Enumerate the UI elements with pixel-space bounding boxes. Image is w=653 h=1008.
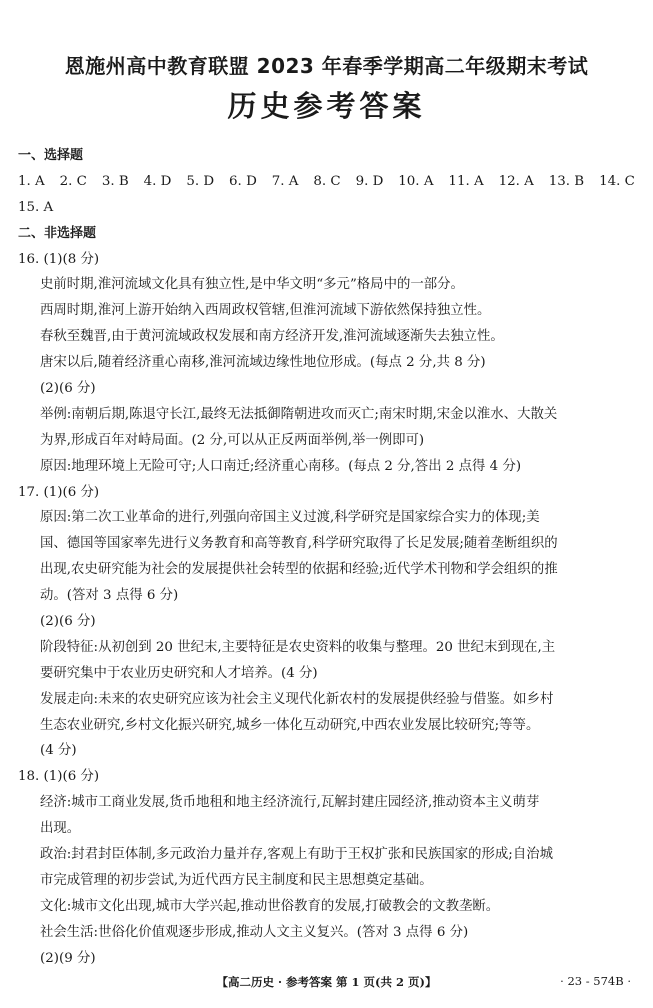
document-title: 历史参考答案 (227, 89, 426, 123)
answer-line: 要研究集中于农业历史研究和人才培养。(4 分) (40, 665, 318, 681)
question-16-part-2-label: (2)(6 分) (40, 381, 96, 397)
answer-line: 史前时期,淮河流域文化具有独立性,是中华文明“多元”格局中的一部分。 (40, 277, 464, 293)
choice-answer: 13. B (548, 173, 585, 189)
choice-answer: 12. A (498, 173, 534, 189)
section-heading-choice: 一、选择题 (18, 148, 84, 163)
choice-answer: 4. D (143, 173, 172, 189)
section-heading-essay: 二、非选择题 (18, 225, 97, 241)
answer-line: 西周时期,淮河上游开始纳入西周政权管辖,但淮河流域下游依然保持独立性。 (40, 303, 491, 319)
answer-line: 原因:地理环境上无险可守;人口南迁;经济重心南移。(每点 2 分,答出 2 点得 4 分) (40, 458, 522, 474)
answer-line: 为界,形成百年对峙局面。(2 分,可以从正反两面举例,举一例即可) (40, 432, 425, 448)
exam-title: 恩施州高中教育联盟 2023 年春季学期高二年级期末考试 (64, 54, 589, 78)
choice-answer: 8. C (313, 173, 341, 189)
choice-answers-row-1 (18, 169, 635, 195)
answer-line: 唐宋以后,随着经济重心南移,淮河流域边缘性地位形成。(每点 2 分,共 8 分) (40, 355, 486, 371)
question-16-part-1-label: 16. (1)(8 分) (18, 251, 100, 267)
answer-line: (4 分) (40, 743, 77, 759)
answer-line: 文化:城市文化出现,城市大学兴起,推动世俗教育的发展,打破教会的文教垄断。 (40, 898, 500, 914)
answer-content (18, 143, 635, 972)
answer-line: 举例:南朝后期,陈退守长江,最终无法抵御隋朝进攻而灭亡;南宋时期,宋金以淮水、大散关 (40, 406, 558, 422)
answer-line: 发展走向:未来的农史研究应该为社会主义现代化新农村的发展提供经验与借鉴。如乡村 (40, 691, 554, 707)
footer-page-info: 【高二历史 · 参考答案 第 1 页(共 2 页)】 (216, 975, 437, 989)
answer-line: 社会生活:世俗化价值观逐步形成,推动人文主义复兴。(答对 3 点得 6 分) (40, 924, 469, 940)
answer-line: 春秋至魏晋,由于黄河流域政权发展和南方经济开发,淮河流域逐渐失去独立性。 (40, 329, 504, 345)
answer-line: 出现。 (40, 821, 81, 837)
question-17-part-1-label: 17. (1)(6 分) (18, 484, 100, 500)
question-17-part-2-label: (2)(6 分) (40, 614, 96, 630)
answer-line: 出现,农史研究能为社会的发展提供社会转型的依据和经验;近代学术刊物和学会组织的推 (40, 562, 558, 578)
answer-line: 原因:第二次工业革命的进行,列强向帝国主义过渡,科学研究是国家综合实力的体现;美 (40, 510, 540, 526)
answer-line: 阶段特征:从初创到 20 世纪末,主要特征是农史资料的收集与整理。20 世纪末到现在,主 (40, 639, 556, 655)
choice-answer: 1. A (18, 173, 45, 189)
page-footer (0, 974, 653, 994)
answer-line: 动。(答对 3 点得 6 分) (40, 588, 179, 604)
choice-answers-row-2 (18, 195, 635, 221)
answer-line: 经济:城市工商业发展,货币地租和地主经济流行,瓦解封建庄园经济,推动资本主义萌芽 (40, 795, 540, 811)
choice-answer: 14. C (599, 173, 635, 189)
choice-answer: 9. D (355, 173, 384, 189)
choice-answer: 15. A (18, 199, 54, 215)
answer-line: 生态农业研究,乡村文化振兴研究,城乡一体化互动研究,中西农业发展比较研究;等等。 (40, 717, 540, 733)
choice-answer: 10. A (398, 173, 434, 189)
answer-line: 政治:封君封臣体制,多元政治力量并存,客观上有助于王权扩张和民族国家的形成;自治城 (40, 847, 553, 863)
choice-answer: 6. D (229, 173, 257, 189)
choice-answer: 5. D (186, 173, 215, 189)
question-18-part-2-label: (2)(9 分) (40, 950, 96, 966)
answer-line: 市完成管理的初步尝试,为近代西方民主制度和民主思想奠定基础。 (40, 872, 433, 888)
choice-answer: 2. C (59, 173, 87, 189)
footer-code: · 23 - 574B · (560, 974, 631, 988)
choice-answer: 7. A (271, 173, 299, 189)
question-18-part-1-label: 18. (1)(6 分) (18, 769, 100, 785)
choice-answer: 3. B (101, 173, 129, 189)
choice-answer: 11. A (448, 173, 484, 189)
answer-line: 国、德国等国家率先进行义务教育和高等教育,科学研究取得了长足发展;随着垄断组织的 (40, 536, 558, 552)
